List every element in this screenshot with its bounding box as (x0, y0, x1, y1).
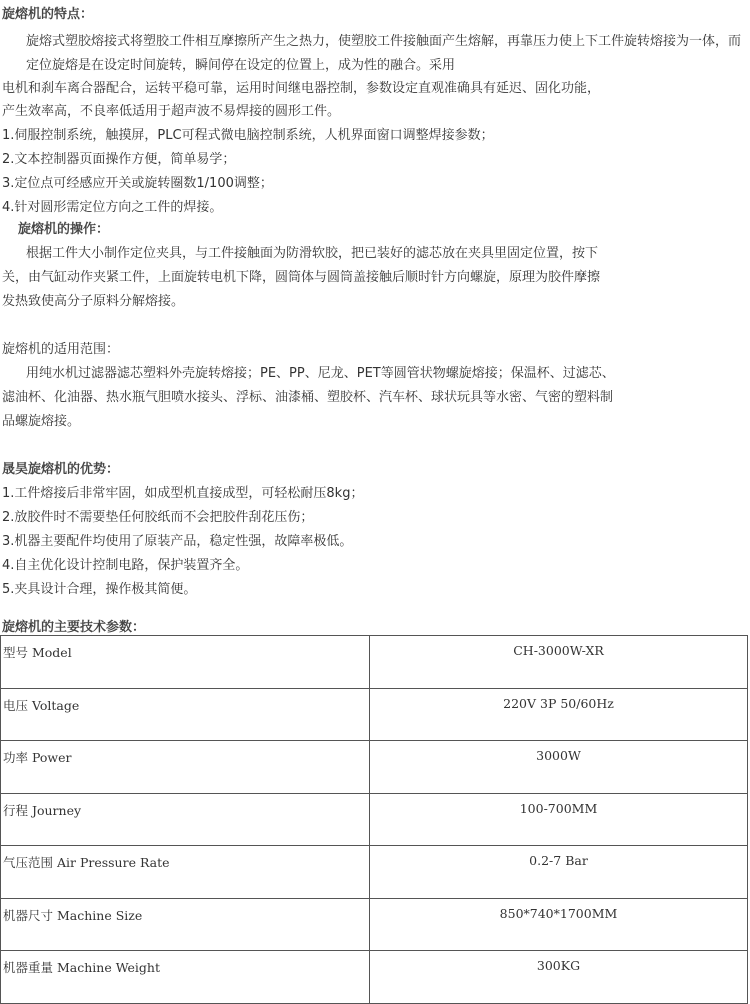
scope-line2: 滤油杯、化油器、热水瓶气胆喷水接头、浮标、油漆桶、塑胶杯、汽车杯、球状玩具等水密、气密的塑料制 (2, 390, 614, 405)
features-intro-line1 (26, 30, 746, 77)
features-intro-text: 旋熔式塑胶熔接式将塑胶工件相互摩擦所产生之热力，使塑胶工件接触面产生熔解，再靠压力使上下工件旋转熔接为一体，而定位旋熔是在设定时间旋转，瞬间停在设定的位置上，成为性的融合。采用 (26, 34, 742, 73)
operation-title: 旋熔机的操作： (18, 222, 110, 237)
operation-line3: 发热致使高分子原料分解熔接。 (2, 294, 185, 309)
features-item-4: 4.针对圆形需定位方向之工件的焊接。 (2, 200, 223, 215)
spec-value: 3000W (370, 741, 748, 794)
features-title: 旋熔机的特点： (2, 7, 94, 22)
advantages-item-4: 4.自主优化设计控制电路，保护装置齐全。 (2, 558, 249, 573)
scope-line1: 用纯水机过滤器滤芯塑料外壳旋转熔接；PE、PP、尼龙、PET等圆管状物螺旋熔接；保温杯、过滤芯、 (26, 366, 615, 381)
features-item-1: 1.伺服控制系统，触摸屏，PLC可程式微电脑控制系统，人机界面窗口调整焊接参数； (2, 128, 494, 143)
params-title: 旋熔机的主要技术参数： (2, 620, 146, 635)
spec-value: 0.2-7 Bar (370, 846, 748, 899)
spec-value: 100-700MM (370, 793, 748, 846)
spec-row (1, 741, 748, 794)
spec-row (1, 846, 748, 899)
spec-label: 气压范围 Air Pressure Rate (1, 846, 370, 899)
spec-row (1, 793, 748, 846)
features-item-3: 3.定位点可经感应开关或旋转圈数1/100调整； (2, 176, 273, 191)
spec-label: 机器重量 Machine Weight (1, 951, 370, 1004)
scope-title: 旋熔机的适用范围： (2, 342, 120, 357)
spec-label: 型号 Model (1, 636, 370, 689)
spec-row (1, 951, 748, 1004)
advantages-title: 晟昊旋熔机的优势： (2, 462, 120, 477)
scope-line3: 品螺旋熔接。 (2, 414, 81, 429)
spec-row (1, 688, 748, 741)
spec-value: 300KG (370, 951, 748, 1004)
advantages-item-2: 2.放胶件时不需要垫任何胶纸而不会把胶件刮花压伤； (2, 510, 314, 525)
spec-label: 功率 Power (1, 741, 370, 794)
advantages-item-3: 3.机器主要配件均使用了原装产品，稳定性强，故障率极低。 (2, 534, 353, 549)
features-item-2: 2.文本控制器页面操作方便，简单易学； (2, 152, 236, 167)
advantages-item-5: 5.夹具设计合理，操作极其简便。 (2, 582, 197, 597)
spec-row (1, 898, 748, 951)
spec-value: 220V 3P 50/60Hz (370, 688, 748, 741)
spec-value: 850*740*1700MM (370, 898, 748, 951)
spec-label: 行程 Journey (1, 793, 370, 846)
spec-label: 电压 Voltage (1, 688, 370, 741)
advantages-item-1: 1.工件熔接后非常牢固，如成型机直接成型，可轻松耐压8kg； (2, 486, 364, 501)
features-intro-line3: 产生效率高，不良率低适用于超声波不易焊接的圆形工件。 (2, 104, 341, 119)
operation-line1: 根据工件大小制作定位夹具，与工件接触面为防滑软胶，把已装好的滤芯放在夹具里固定位置，按下 (26, 246, 599, 261)
spec-row (1, 636, 748, 689)
features-intro-line2: 电机和刹车离合器配合，运转平稳可靠，运用时间继电器控制，参数设定直观准确具有延迟、固化功能， (2, 81, 601, 96)
spec-table (0, 635, 748, 1004)
spec-label: 机器尺寸 Machine Size (1, 898, 370, 951)
operation-line2: 关，由气缸动作夹紧工件，上面旋转电机下降，圆筒体与圆筒盖接触后顺时针方向螺旋，原理为胶件摩擦 (2, 270, 601, 285)
spec-value: CH-3000W-XR (370, 636, 748, 689)
